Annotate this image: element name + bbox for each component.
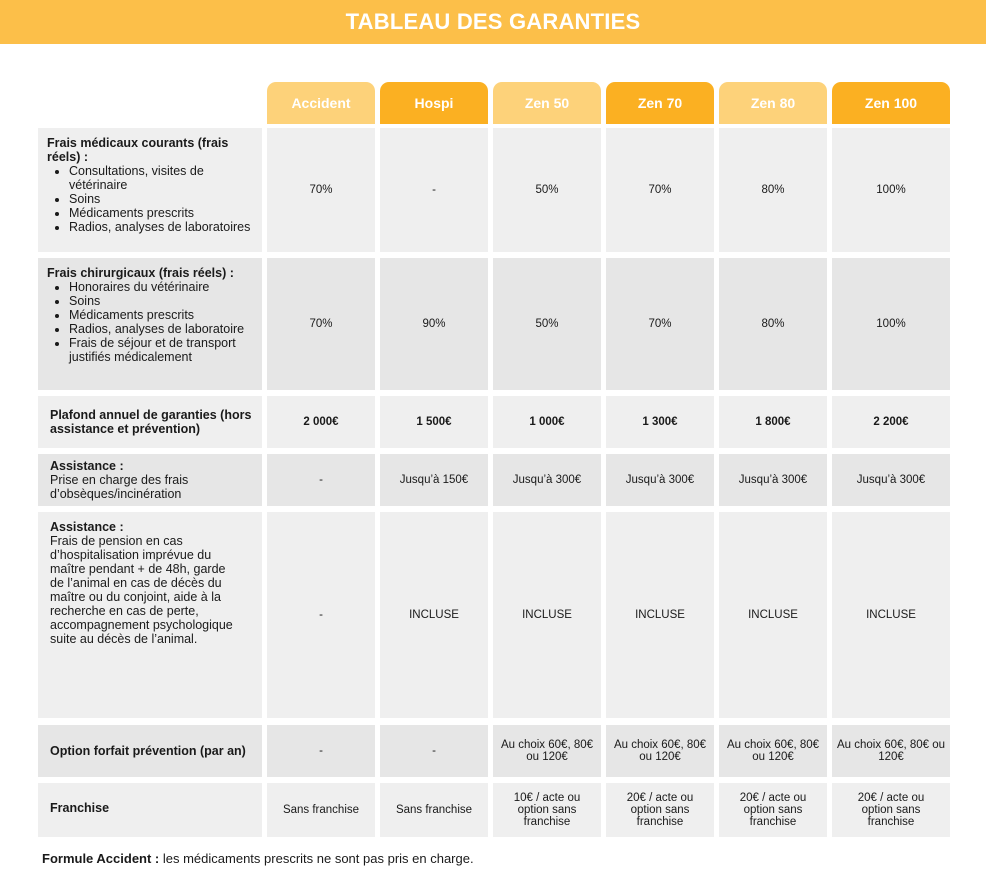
table-cell: 20€ / acte ou option sans franchise: [606, 783, 714, 837]
row-label-assistance-obseques: [38, 454, 262, 506]
row-description: Prise en charge des frais d’obsèques/incinération: [50, 473, 189, 501]
list-item: • Médicaments prescrits: [69, 308, 256, 322]
table-cell: 50%: [493, 258, 601, 390]
column-header-zen-100: Zen 100: [832, 82, 950, 124]
table-cell: Au choix 60€, 80€ ou 120€: [493, 725, 601, 777]
footnote-text: les médicaments prescrits ne sont pas pris en charge.: [159, 851, 474, 866]
table-cell: 1 500€: [380, 396, 488, 448]
row-label-option-prevention: [38, 725, 262, 777]
table-cell: INCLUSE: [493, 512, 601, 718]
table-cell: Sans franchise: [380, 783, 488, 837]
row-title: Assistance :: [50, 520, 124, 534]
row-bullet-list: [47, 280, 256, 364]
table-cell: Jusqu’à 150€: [380, 454, 488, 506]
table-cell: Au choix 60€, 80€ ou 120€: [719, 725, 827, 777]
row-title: Option forfait prévention (par an): [50, 744, 246, 758]
table-cell: 90%: [380, 258, 488, 390]
row-bullet-list: [47, 164, 256, 234]
table-cell: -: [267, 454, 375, 506]
row-label-franchise: [38, 783, 262, 837]
table-cell: Jusqu’à 300€: [719, 454, 827, 506]
column-header-zen-80: Zen 80: [719, 82, 827, 124]
table-cell: Jusqu’à 300€: [832, 454, 950, 506]
row-label-plafond-annuel: [38, 396, 262, 448]
table-cell: -: [267, 725, 375, 777]
list-item: • Radios, analyses de laboratoire: [69, 322, 256, 336]
table-cell: Jusqu’à 300€: [606, 454, 714, 506]
list-item: • Honoraires du vétérinaire: [69, 280, 256, 294]
page-title: TABLEAU DES GARANTIES: [345, 9, 641, 34]
footnote-label: Formule Accident :: [42, 851, 160, 866]
table-cell: INCLUSE: [719, 512, 827, 718]
table-cell: Sans franchise: [267, 783, 375, 837]
table-cell: Jusqu’à 300€: [493, 454, 601, 506]
table-cell: Au choix 60€, 80€ ou 120€: [832, 725, 950, 777]
list-item: • Soins: [69, 294, 256, 308]
table-cell: INCLUSE: [380, 512, 488, 718]
table-cell: -: [380, 725, 488, 777]
table-cell: 80%: [719, 258, 827, 390]
row-label-frais-chirurgicaux: [38, 258, 262, 390]
table-cell: -: [267, 512, 375, 718]
table-cell: 2 000€: [267, 396, 375, 448]
table-cell: 70%: [267, 128, 375, 252]
table-cell: 70%: [606, 258, 714, 390]
table-cell: Au choix 60€, 80€ ou 120€: [606, 725, 714, 777]
footnote: [42, 851, 474, 866]
column-header-zen-70: Zen 70: [606, 82, 714, 124]
table-cell: 1 300€: [606, 396, 714, 448]
table-cell: INCLUSE: [832, 512, 950, 718]
column-header-accident: Accident: [267, 82, 375, 124]
table-cell: 50%: [493, 128, 601, 252]
list-item: • Frais de séjour et de transport justifiés médicalement: [69, 336, 256, 364]
row-title: Assistance :: [50, 459, 124, 473]
table-cell: 10€ / acte ou option sans franchise: [493, 783, 601, 837]
table-cell: 80%: [719, 128, 827, 252]
row-label-frais-medicaux: [38, 128, 262, 252]
table-cell: 1 800€: [719, 396, 827, 448]
row-title: Plafond annuel de garanties (hors assistance et prévention): [50, 408, 252, 436]
row-label-assistance-pension: [38, 512, 262, 718]
column-header-hospi: Hospi: [380, 82, 488, 124]
table-cell: 1 000€: [493, 396, 601, 448]
table-cell: 70%: [606, 128, 714, 252]
list-item: • Soins: [69, 192, 256, 206]
row-title: Frais médicaux courants (frais réels) :: [47, 136, 229, 164]
list-item: • Consultations, visites de vétérinaire: [69, 164, 256, 192]
table-cell: 100%: [832, 128, 950, 252]
table-cell: INCLUSE: [606, 512, 714, 718]
list-item: • Radios, analyses de laboratoires: [69, 220, 256, 234]
table-cell: -: [380, 128, 488, 252]
row-description: Frais de pension en cas d’hospitalisation imprévue du maître pendant + de 48h, garde de l’animal en cas de décès du maître ou du conjoint, aide à la recherche en cas de perte, accompagnement psychologique suite au décès de l’animal.: [50, 534, 233, 646]
row-title: Frais chirurgicaux (frais réels) :: [47, 266, 234, 280]
title-banner: [0, 0, 986, 44]
row-title: Franchise: [50, 801, 110, 815]
table-cell: 20€ / acte ou option sans franchise: [719, 783, 827, 837]
table-cell: 2 200€: [832, 396, 950, 448]
table-cell: 20€ / acte ou option sans franchise: [832, 783, 950, 837]
table-cell: 70%: [267, 258, 375, 390]
list-item: • Médicaments prescrits: [69, 206, 256, 220]
column-header-zen-50: Zen 50: [493, 82, 601, 124]
table-cell: 100%: [832, 258, 950, 390]
